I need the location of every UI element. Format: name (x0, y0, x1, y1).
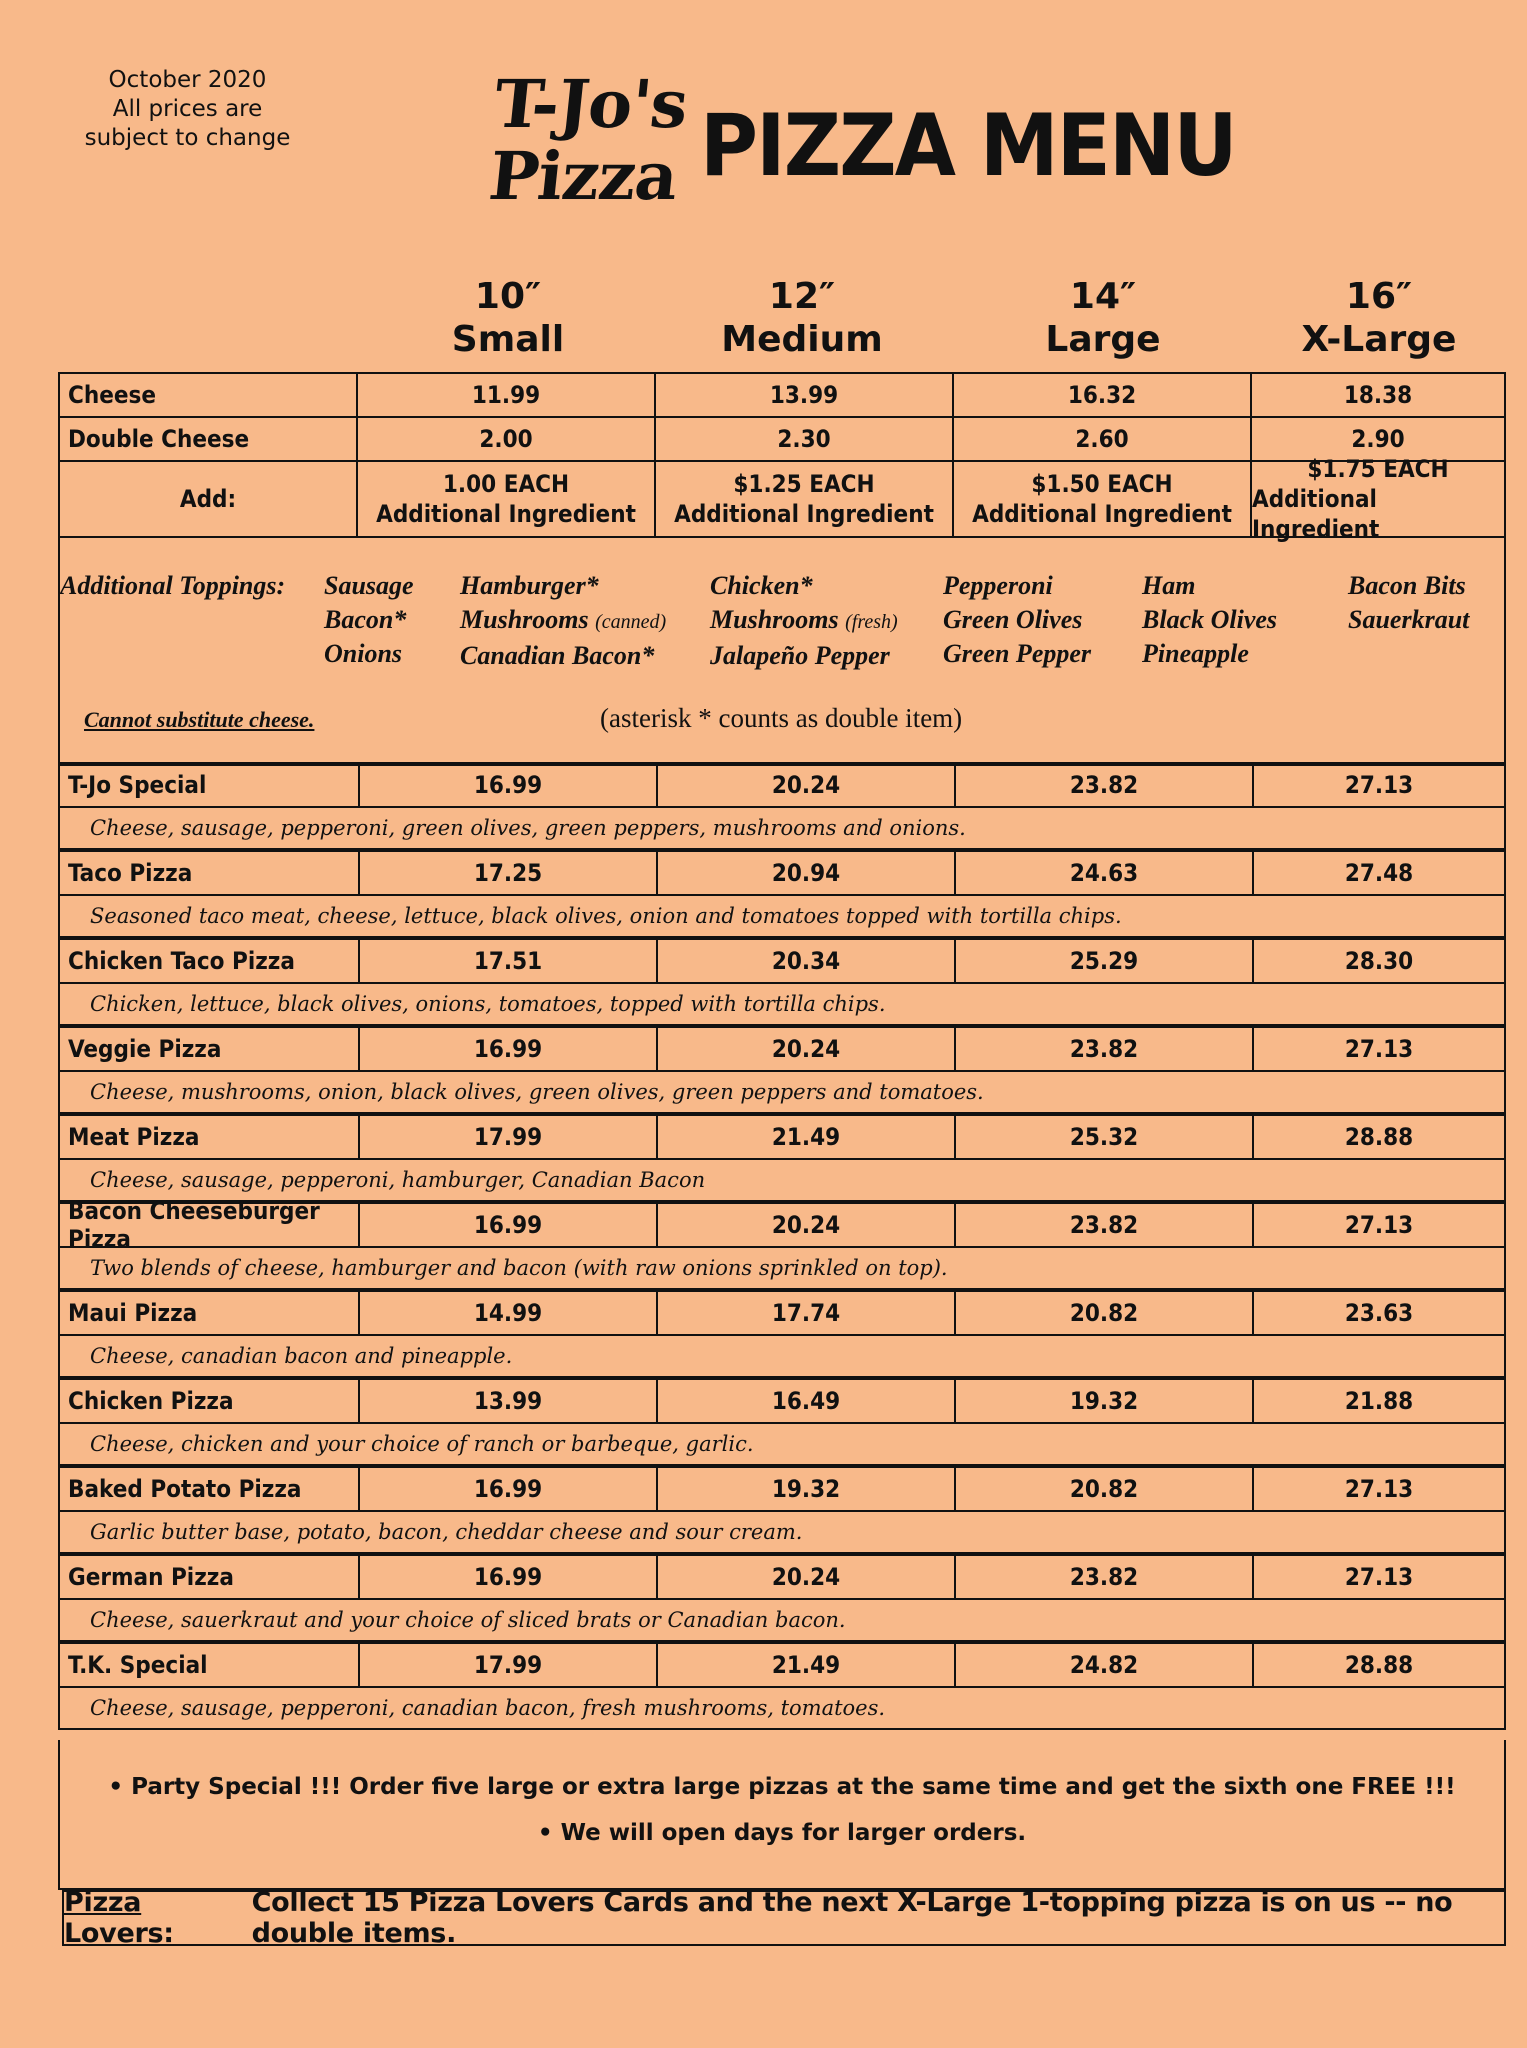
size-header-small (358, 276, 658, 362)
price-small: 11.99 (356, 372, 656, 418)
price-xlarge: 27.13 (1252, 1026, 1506, 1072)
price-large: 24.82 (954, 1642, 1254, 1688)
add-price-xlarge (1250, 455, 1506, 543)
specialty-row (58, 762, 1506, 808)
price-medium: 17.74 (656, 1290, 956, 1336)
price-notice (60, 66, 315, 153)
party-special-section (58, 1740, 1506, 1890)
topping: Hamburger* (460, 571, 599, 600)
topping (460, 603, 666, 639)
row-label: Cheese (58, 372, 358, 418)
specialty-name: Veggie Pizza (58, 1026, 360, 1072)
price-small: 17.51 (358, 938, 658, 984)
size-header-medium (652, 276, 952, 362)
price-small: 16.99 (358, 762, 658, 808)
price-large: 20.82 (954, 1290, 1254, 1336)
price-medium: 20.24 (656, 1026, 956, 1072)
price-large: 23.82 (954, 762, 1254, 808)
topping (710, 603, 898, 639)
specialty-row (58, 1378, 1506, 1424)
price-xlarge: 21.88 (1252, 1378, 1506, 1424)
price-small: 14.99 (358, 1290, 658, 1336)
specialty-description: Seasoned taco meat, cheese, lettuce, black olives, onion and tomatoes topped with tortilla chips. (58, 896, 1506, 938)
price-medium: 21.49 (656, 1642, 956, 1688)
topping-name: Mushrooms (710, 605, 839, 634)
logo-line-1: T-Jo's (490, 65, 691, 143)
pizza-lovers-text: Collect 15 Pizza Lovers Cards and the next X-Large 1-topping pizza is on us -- no double items. (251, 1887, 1453, 1949)
specialty-description: Cheese, mushrooms, onion, black olives, green olives, green peppers and tomatoes. (58, 1072, 1506, 1114)
topping: Pineapple (1142, 639, 1249, 668)
price-medium: 19.32 (656, 1466, 956, 1512)
size-name: Small (451, 319, 565, 360)
party-special-line: • Party Special !!! Order five large or extra large pizzas at the same time and get the sixth one FREE !!! (108, 1774, 1456, 1800)
specialty-row (58, 1290, 1506, 1336)
size-header-large (953, 276, 1253, 362)
price-xlarge: 28.88 (1252, 1114, 1506, 1160)
specialty-row (58, 938, 1506, 984)
notice-line-2: subject to change (84, 125, 291, 151)
price-small: 17.99 (358, 1114, 658, 1160)
price-medium: 21.49 (656, 1114, 956, 1160)
toppings-label: Additional Toppings: (60, 571, 286, 600)
specialty-name: Baked Potato Pizza (58, 1466, 360, 1512)
specialty-row (58, 1466, 1506, 1512)
page-title: PIZZA MENU (700, 96, 1236, 196)
cheese-row (58, 372, 1506, 418)
specialty-description: Garlic butter base, potato, bacon, cheddar cheese and sour cream. (58, 1512, 1506, 1554)
price-xlarge: 18.38 (1250, 372, 1506, 418)
price-small: 17.25 (358, 850, 658, 896)
size-name: X-Large (1301, 319, 1457, 360)
price-large: 25.29 (954, 938, 1254, 984)
size-inch: 14″ (1069, 276, 1137, 317)
size-inch: 16″ (1345, 276, 1413, 317)
topping-name: Mushrooms (460, 605, 589, 634)
topping: Green Olives (943, 605, 1083, 634)
specialty-name: T-Jo Special (58, 762, 360, 808)
add-price: $1.75 EACH (1307, 455, 1449, 483)
price-small: 16.99 (358, 1554, 658, 1600)
add-price: $1.25 EACH (733, 470, 875, 498)
price-medium: 20.24 (656, 1202, 956, 1248)
specialty-row (58, 1026, 1506, 1072)
toppings-col-2 (460, 569, 666, 673)
price-xlarge: 27.13 (1252, 1554, 1506, 1600)
size-name: Large (1045, 319, 1161, 360)
price-medium: 16.49 (656, 1378, 956, 1424)
topping: Black Olives (1142, 605, 1278, 634)
pizza-lovers-label: Pizza Lovers: (64, 1887, 174, 1949)
add-sub: Additional Ingredient (376, 500, 636, 528)
price-large: 23.82 (954, 1554, 1254, 1600)
larger-orders-line: • We will open days for larger orders. (537, 1820, 1027, 1846)
specialty-description: Cheese, chicken and your choice of ranch or barbeque, garlic. (58, 1424, 1506, 1466)
topping: Jalapeño Pepper (710, 641, 890, 670)
add-ingredient-row (58, 455, 1506, 543)
toppings-col-3 (710, 569, 898, 673)
asterisk-note: (asterisk * counts as double item) (600, 703, 963, 733)
topping: Ham (1142, 571, 1196, 600)
toppings-col-4 (943, 569, 1091, 671)
topping: Sauerkraut (1348, 605, 1470, 634)
price-large: 23.82 (954, 1202, 1254, 1248)
specialty-row (58, 1554, 1506, 1600)
price-medium: 2.30 (654, 416, 954, 462)
price-large: 25.32 (954, 1114, 1254, 1160)
price-xlarge: 27.13 (1252, 762, 1506, 808)
specialty-row (58, 850, 1506, 896)
price-xlarge: 28.88 (1252, 1642, 1506, 1688)
price-medium: 20.24 (656, 762, 956, 808)
notice-line-1: All prices are (112, 96, 263, 122)
price-large: 2.60 (952, 416, 1252, 462)
specialty-description: Cheese, canadian bacon and pineapple. (58, 1336, 1506, 1378)
price-xlarge: 27.13 (1252, 1466, 1506, 1512)
add-sub: Additional Ingredient (972, 500, 1232, 528)
double-cheese-row (58, 416, 1506, 462)
topping-note: (fresh) (845, 611, 898, 633)
size-inch: 10″ (474, 276, 542, 317)
specialty-name: Maui Pizza (58, 1290, 360, 1336)
specialty-description: Two blends of cheese, hamburger and bacon (with raw onions sprinkled on top). (58, 1248, 1506, 1290)
price-small: 16.99 (358, 1466, 658, 1512)
specialty-description: Cheese, sausage, pepperoni, hamburger, Canadian Bacon (58, 1160, 1506, 1202)
price-small: 16.99 (358, 1026, 658, 1072)
toppings-col-6 (1348, 569, 1469, 637)
price-xlarge: 2.90 (1250, 416, 1506, 462)
toppings-col-5 (1142, 569, 1277, 671)
add-price-small (356, 460, 656, 538)
topping: Bacon Bits (1348, 571, 1466, 600)
toppings-col-1 (324, 569, 414, 671)
price-large: 24.63 (954, 850, 1254, 896)
topping: Bacon* (324, 605, 407, 634)
specialty-name: Chicken Taco Pizza (58, 938, 360, 984)
price-small: 13.99 (358, 1378, 658, 1424)
price-large: 20.82 (954, 1466, 1254, 1512)
topping: Chicken* (710, 571, 813, 600)
specialty-row (58, 1114, 1506, 1160)
add-sub: Additional Ingredient (674, 500, 934, 528)
price-large: 16.32 (952, 372, 1252, 418)
add-price: 1.00 EACH (442, 470, 570, 498)
price-small: 17.99 (358, 1642, 658, 1688)
topping: Canadian Bacon* (460, 641, 655, 670)
price-xlarge: 27.48 (1252, 850, 1506, 896)
topping: Pepperoni (943, 571, 1053, 600)
price-medium: 20.94 (656, 850, 956, 896)
add-price: $1.50 EACH (1031, 470, 1173, 498)
price-medium: 13.99 (654, 372, 954, 418)
tjos-pizza-logo (454, 65, 719, 215)
specialty-description: Cheese, sausage, pepperoni, green olives, green peppers, mushrooms and onions. (58, 808, 1506, 850)
specialty-description: Cheese, sauerkraut and your choice of sliced brats or Canadian bacon. (58, 1600, 1506, 1642)
price-medium: 20.34 (656, 938, 956, 984)
specialty-description: Chicken, lettuce, black olives, onions, tomatoes, topped with tortilla chips. (58, 984, 1506, 1026)
price-small: 16.99 (358, 1202, 658, 1248)
specialty-name: Chicken Pizza (58, 1378, 360, 1424)
row-label: Add: (58, 460, 358, 538)
price-medium: 20.24 (656, 1554, 956, 1600)
topping: Onions (324, 639, 403, 668)
specialty-description: Cheese, sausage, pepperoni, canadian bacon, fresh mushrooms, tomatoes. (58, 1688, 1506, 1730)
add-price-medium (654, 460, 954, 538)
topping-note: (canned) (595, 611, 667, 633)
cannot-substitute-note: Cannot substitute cheese. (84, 707, 315, 732)
size-inch: 12″ (768, 276, 836, 317)
add-price-large (952, 460, 1252, 538)
specialty-row (58, 1642, 1506, 1688)
topping: Sausage (324, 571, 414, 600)
specialty-name: German Pizza (58, 1554, 360, 1600)
specialty-row (58, 1197, 1506, 1253)
notice-date: October 2020 (108, 67, 267, 93)
price-large: 23.82 (954, 1026, 1254, 1072)
price-xlarge: 27.13 (1252, 1202, 1506, 1248)
specialty-name: Meat Pizza (58, 1114, 360, 1160)
row-label: Double Cheese (58, 416, 358, 462)
specialty-name: Taco Pizza (58, 850, 360, 896)
size-header-xlarge (1229, 276, 1527, 362)
specialty-name: T.K. Special (58, 1642, 360, 1688)
topping: Green Pepper (943, 639, 1092, 668)
add-sub: Additional Ingredient (1252, 485, 1380, 543)
price-xlarge: 28.30 (1252, 938, 1506, 984)
size-name: Medium (721, 319, 883, 360)
pizza-lovers-banner (62, 1887, 1506, 1949)
price-large: 19.32 (954, 1378, 1254, 1424)
price-xlarge: 23.63 (1252, 1290, 1506, 1336)
specialty-name: Bacon Cheeseburger Pizza (58, 1202, 360, 1248)
logo-line-2: Pizza (485, 137, 682, 215)
price-small: 2.00 (356, 416, 656, 462)
